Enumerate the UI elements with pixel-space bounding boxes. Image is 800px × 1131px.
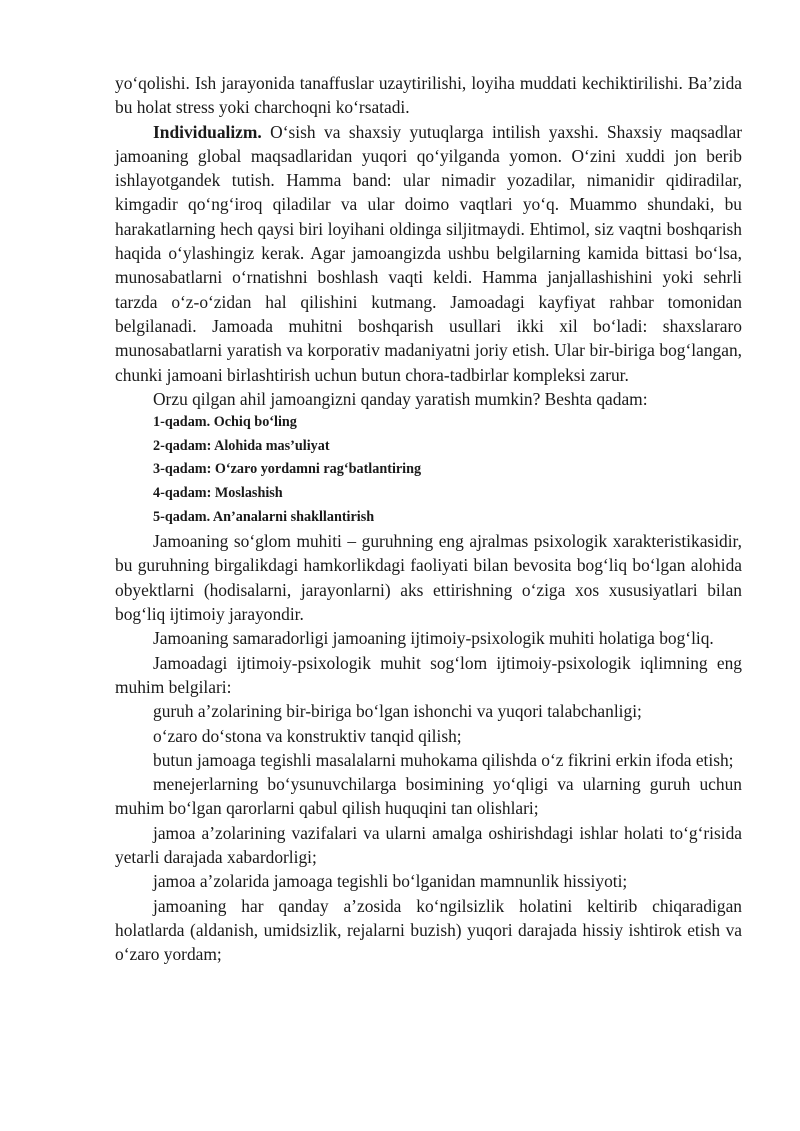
paragraph: Jamoaning samaradorligi jamoaning ijtimoiy-psixologik muhiti holatiga bog‘liq. (153, 628, 714, 649)
steps-list (115, 411, 742, 529)
step-item: 5-qadam. An’analarni shakllantirish (153, 508, 375, 525)
step-item: 1-qadam. Ochiq bo‘ling (153, 414, 297, 431)
list-paragraph: o‘zaro do‘stona va konstruktiv tanqid qilish; (153, 725, 462, 746)
list-paragraph: jamoa a’zolarida jamoaga tegishli bo‘lganidan mamnunlik hissiyoti; (153, 871, 628, 892)
list-paragraph: jamoa a’zolarining vazifalari va ularni amalga oshirishdagi ishlar holati to‘g‘risida yetarli darajada xabardorligi; (115, 822, 742, 867)
step-item: 4-qadam: Moslashish (153, 484, 283, 501)
paragraph-body: O‘sish va shaxsiy yutuqlarga intilish yaxshi. Shaxsiy maqsadlar jamoaning global maqsadlaridan yuqori qo‘yilganda yomon. O‘zini xuddi jon berib ishlayotgandek tutish. Hamma band: ular nimadir yozadilar, nimanidir qidiradilar, kimgadir qo‘ng‘iroq qiladilar va ular doimo vaqtlari yo‘q. Muammo shundaki, bu harakatlarning hech qaysi biri loyihani oldinga siljitmaydi. Ehtimol, siz vaqtni boshqarish haqida o‘ylashingiz kerak. Agar jamoangizda ushbu belgilarning kamida bittasi bo‘lsa, munosabatlarni o‘rnatishni boshlash vaqti keldi. Hamma janjallashishini yoki sehrli tarzda o‘z-o‘zidan hal qilishini kutmang. Jamoadagi kayfiyat rahbar tomonidan belgilanadi. Jamoada muhitni boshqarish usullari ikki xil bo‘ladi: shaxslararo munosabatlarni yaratish va korporativ madaniyatni joriy etish. Ular bir-biriga bog‘langan, chunki jamoani birlashtirish uchun butun chora-tadbirlar kompleksi zarur. (115, 121, 742, 385)
list-paragraph: butun jamoaga tegishli masalalarni muhokama qilishda o‘z fikrini erkin ifoda etish; (153, 749, 734, 770)
paragraph: Jamoadagi ijtimoiy-psixologik muhit sog‘lom ijtimoiy-psixologik iqlimning eng muhim belgilari: (115, 652, 742, 697)
list-paragraph: jamoaning har qanday a’zosida ko‘ngilsizlik holatini keltirib chiqaradigan holatlarda (aldanish, umidsizlik, rejalarni buzish) yuqori darajada hissiy ishtirok etish va o‘zaro yordam; (115, 895, 742, 965)
paragraph-lead-term: Individualizm. (153, 121, 262, 142)
paragraph-individualism (115, 120, 742, 387)
steps-intro: Orzu qilgan ahil jamoangizni qanday yaratish mumkin? Beshta qadam: (153, 388, 648, 409)
paragraph-continuation: yo‘qolishi. Ish jarayonida tanaffuslar uzaytirilishi, loyiha muddati kechiktirilishi. Ba’zida bu holat stress yoki charchoqni ko‘rsatadi. (115, 73, 742, 118)
paragraph: Jamoaning so‘glom muhiti – guruhning eng ajralmas psixologik xarakteristikasidir, bu guruhning birgalikdagi hamkorlikdagi faoliyati bilan bevosita bog‘liq bo‘lgan alohida obyektlarni (hodisalarni, jarayonlarni) aks ettirishning o‘ziga xos xususiyatlari bilan bog‘liq ijtimoiy jarayondir. (115, 531, 742, 625)
list-paragraph: menejerlarning bo‘ysunuvchilarga bosimining yo‘qligi va ularning guruh uchun muhim bo‘lgan qarorlarni qabul qilish huquqini tan olishlari; (115, 774, 742, 819)
list-paragraph: guruh a’zolarining bir-biriga bo‘lgan ishonchi va yuqori talabchanligi; (153, 701, 642, 722)
step-item: 2-qadam: Alohida mas’uliyat (153, 437, 330, 454)
step-item: 3-qadam: O‘zaro yordamni rag‘batlantiring (153, 461, 422, 478)
